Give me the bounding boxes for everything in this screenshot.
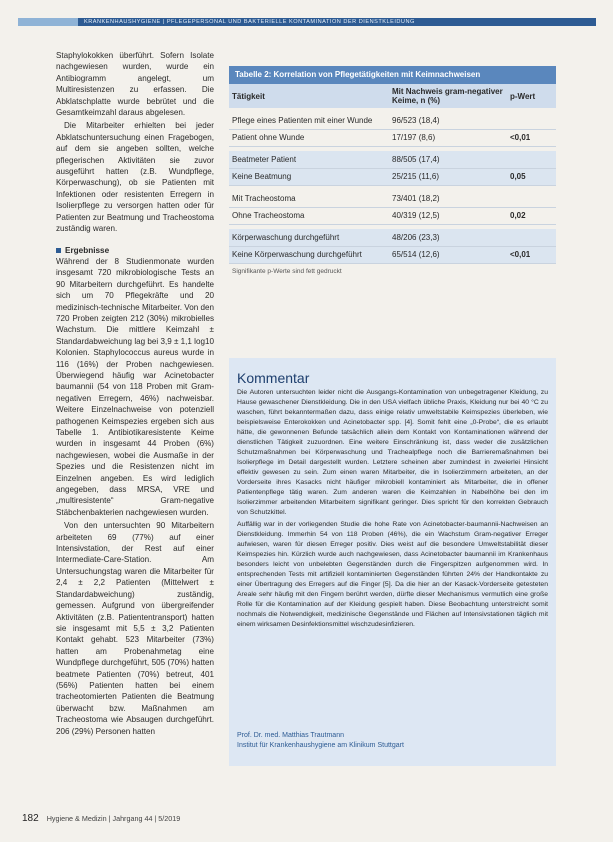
table-header-p: p-Wert [510,91,536,101]
table-header-row [229,84,556,108]
table-cell-activity: Beatmeter Patient [232,154,297,164]
running-head: KRANKENHAUSHYGIENE | PFLEGEPERSONAL UND BAKTERIELLE KONTAMINATION DER DIENSTKLEIDUNG [84,19,415,25]
table-cell-activity: Pflege eines Patienten mit einer Wunde [232,115,373,125]
table-title: Tabelle 2: Korrelation von Pflegetätigkeiten mit Keimnachweisen [229,66,556,84]
table-row [229,247,556,265]
left-paragraph-4: Von den untersuchten 90 Mitarbeitern arbeiteten 69 (77%) auf einer Intensivstation, der Rest auf einer Intermediate-Care-Station. Am Untersuchungstag waren die Mitarbeiter für 2,4 ± 2,2 Patienten (Mittelwert ± Standardabweichung) zuständig, gemessen. Aufgrund von übergreifender Aktivitäten (z.B. Patiententransport) hatten sie insgesamt mit 5,5 ± 3,2 Patienten Kontakt gehabt. 523 Mitarbeiter (73%) hatten am Probenahmetag eine Wundpflege durchgeführt, 505 (70%) hatten beatmete Patienten (70%) betreut, 401 (56%) Patienten hatten bei einem tracheotomierten Patienten die Beatmung überwacht bzw. Maßnahmen am Tracheostoma wie Absaugen durchgeführt. 206 (29%) Personen hatten [56,521,214,736]
commentary-institute: Institut für Krankenhaushygiene am Klinikum Stuttgart [237,741,404,749]
commentary-paragraph-2: Auffällig war in der vorliegenden Studie die hohe Rate von Acinetobacter-baumannii-Nachweisen an Dienstkleidung. Immerhin 54 von 118 Proben (46%), die ein Wachstum Gram-negativer Erreger aufwiesen, waren für diesen Erreger positiv. Dies weist auf die besondere Umweltstabilität dieser Keimspezies hin. Kürzlich wurde auch nachgewiesen, dass Acinetobacter baumannii im Krankenhaus besonders leicht von unbelebten Gegenständen durch die Fingerspitzen aufgenommen wird. In entsprechenden Tests mit artifiziell kontaminierten Gegenständen führten 24% der Handkontakte zu einer Übertragung des Erregers auf die Finger [5]. Da die hier an der Kasack-Vorderseite getesteten Areale sehr häufig mit den Fingern berührt werden, dürfte dieser Mechanismus vermutlich eine große Rolle für die Kontamination auf der Kleidung gespielt haben. Diese Beobachtung unterstreicht somit nochmals die Notwendigkeit, medizinische Gegenstände und Flächen auf Intensivstationen täglich mit einem wirksamen Desinfektionsmittel wischzudesinfizieren. [237,521,548,628]
journal-info: Hygiene & Medizin | Jahrgang 44 | 5/2019 [46,814,181,823]
table-header-count: Mit Nachweis gram-negativer Keime, n (%) [392,87,503,105]
left-column [56,50,214,739]
table-cell-activity: Ohne Tracheostoma [232,211,305,221]
section-heading-results [56,245,214,256]
table-cell-activity: Keine Beatmung [232,172,292,182]
commentary-text [229,388,556,630]
page-number: 182 [22,813,39,824]
left-paragraph-3: Während der 8 Studienmonate wurden insgesamt 720 mikrobiologische Tests an 90 Mitarbeitern durchgeführt. Es handelte sich um 70 Pflegekräfte und 20 medizinisch-technische Mitarbeiter. Von den 720 Proben zeigten 212 (30%) mikrobielles Wachstum. Die mittlere Keimzahl ± Standardabweichung lag bei 3,9 ± 1,1 log10 Kolonien. Staphylococcus aureus wurde in 116 (16%) der Proben nachgewiesen. Überwiegend häufig war Acinetobacter baumannii (54 von 118 Proben mit Gram-negativen Erregern, 46%) nachweisbar. Weitere Einzelnachweise von potenziell pathogenen Keimspezies ergeben sich aus Tabelle 1. Antibiotikaresistente Keime wurden in insgesamt 44 Proben (6%) nachgewiesen, wobei die Ausmaße in der Spezies und die Resistenzen nicht im Einzelnen angeben. Es wird lediglich angegeben, dass MRSA, VRE und „multiresistente“ Gram-negative Stäbchenbakterien nachgewiesen wurden. [56,256,214,517]
table-row [229,151,556,169]
table-cell-p: <0,01 [510,133,531,143]
left-paragraph-1: Staphylokokken überführt. Sofern Isolate nachgewiesen wurden, wurde ein Antibiogramm angelegt, um Multiresistenzen zu erfassen. Die Abklatschplatte wurde bebrütet und die Gesamtkeimzahl daraus abgelesen. [56,51,214,118]
table-cell-p: <0,01 [510,250,531,260]
table-cell-count: 73/401 (18,2) [392,193,440,203]
running-head-bar [18,18,596,26]
table-cell-count: 65/514 (12,6) [392,250,440,260]
table-footnote: Signifikante p-Werte sind fett gedruckt [232,268,342,275]
commentary-title: Kommentar [237,370,310,386]
table-row [229,169,556,187]
table-row [229,190,556,208]
table-header-activity: Tätigkeit [232,91,265,101]
table-row [229,112,556,130]
table-row [229,130,556,148]
commentary-paragraph-1: Die Autoren untersuchten leider nicht die Ausgangs-Kontamination von unbegetragener Kleidung, zu Hause gewaschener Dienstkleidung. Die in den USA vielfach übliche Praxis, Kleidung nur bei 40 °C zu waschen, führt bekanntermaßen dazu, dass einige relativ umweltstabile Keimspezies überleben, wie beispielsweise Enterokokken und Acinetobacter spp. [4]. Somit fehlt eine „0-Probe“, die es erlaubt hätte, die gewonnenen Befunde tatsächlich allein dem Kontakt von Kontaminationen während der dienstlichen Tätigkeit zuzuordnen. Eine weitere Einschränkung ist, dass weder die zusätzlichen Schutzmaßnahmen bei Körperwaschung und Trachealpflege noch die Barrieremaßnahmen bei Isolierpflege im Detail dargestellt wurden. Letztere scheinen aber zumindest in zweierlei Hinsicht effektiv gewesen zu sein. Zum einen waren Mitarbeiter, die in Isolierzimmern arbeiteten, an der Vorderseite ihres Kasacks nicht häufiger mikrobiell kontaminiert als Mitarbeiter, die in offener Patientenpflege tätig waren. Zum anderen waren die Keimzahlen in Nabelhöhe bei den im Isolierzimmer arbeitenden Mitarbeitern signifikant geringer. Dies spricht für den korrekten Gebrauch von Schutzkittel. [237,389,548,516]
table-cell-count: 48/206 (23,3) [392,232,440,242]
table-cell-activity: Körperwaschung durchgeführt [232,232,340,242]
page-footer [22,813,180,824]
commentary-box [229,358,556,766]
table-row [229,229,556,247]
table-2 [229,66,556,275]
table-cell-count: 88/505 (17,4) [392,154,440,164]
table-cell-count: 25/215 (11,6) [392,172,439,182]
table-cell-p: 0,05 [510,172,526,182]
left-paragraph-2: Die Mitarbeiter erhielten bei jeder Abklatschuntersuchung einen Fragebogen, auf dem sie angeben sollten, welche pflegerischen Aktivitäten sie zuvor ausgeführt hatten (z.B. Wundpflege, Körperwaschung), ob sie Patienten mit Infektionen oder resistenten Erregern in Isolierpflege zu versorgen hatten oder für Patienten zur Beatmung und Tracheostoma zuständig waren. [56,121,214,234]
section-tag [18,18,78,26]
section-heading-text: Ergebnisse [65,245,110,255]
table-cell-count: 17/197 (8,6) [392,133,436,143]
table-cell-count: 40/319 (12,5) [392,211,440,221]
table-cell-count: 96/523 (18,4) [392,115,440,125]
table-cell-activity: Patient ohne Wunde [232,133,305,143]
table-cell-activity: Keine Körperwaschung durchgeführt [232,250,362,260]
table-row [229,208,556,226]
bullet-square-icon [56,248,61,253]
table-cell-p: 0,02 [510,211,526,221]
commentary-author: Prof. Dr. med. Matthias Trautmann [237,732,344,739]
table-cell-activity: Mit Tracheostoma [232,193,296,203]
commentary-signature [237,731,404,750]
